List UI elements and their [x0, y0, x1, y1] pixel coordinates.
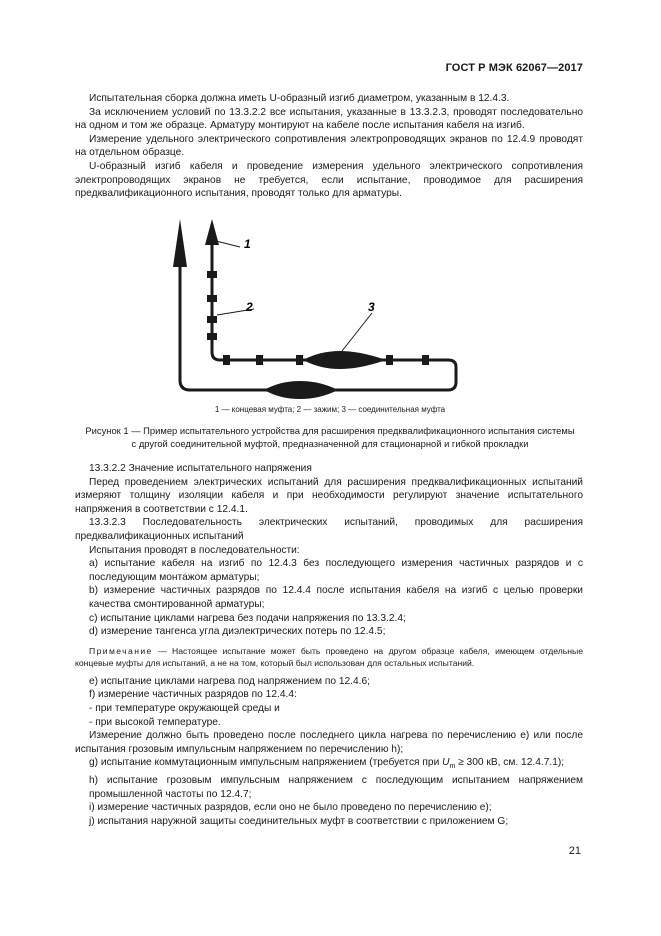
- intro-block: [75, 92, 583, 201]
- list-item: j) испытания наружной защиты соединительных муфт в соответствии с приложением G;: [89, 815, 509, 827]
- clamp: [207, 333, 217, 340]
- termination-left: [173, 219, 187, 267]
- page-number: 21: [568, 845, 581, 857]
- list-item: h) испытание грозовым импульсным напряжением с последующим испытанием напряжением промышленной частоты по 12.4.7;: [89, 774, 583, 800]
- test-setup-figure: [160, 215, 470, 400]
- figure-label-3: 3: [368, 300, 375, 314]
- clamp: [296, 355, 303, 365]
- paragraph: U-образный изгиб кабеля и проведение измерения удельного электрического сопротивления электропроводящих экранов не требуется, если испытание, проводимое для расширения предквалификационного испытания, проводят только для арматуры.: [75, 160, 583, 200]
- standard-header: ГОСТ Р МЭК 62067—2017: [445, 62, 583, 74]
- sub-list-item: - при высокой температуре.: [89, 716, 221, 728]
- clamp: [223, 355, 230, 365]
- list-item: d) измерение тангенса угла диэлектрических потерь по 12.4.5;: [89, 626, 386, 638]
- clamp: [386, 355, 393, 365]
- list-item: f) измерение частичных разрядов по 12.4.4:: [89, 689, 297, 701]
- paragraph: Измерение должно быть проведено после последнего цикла нагрева по перечислению e) или после испытания грозовым импульсным напряжением по перечислению h);: [75, 730, 583, 755]
- note-text: — Настоящее испытание может быть проведено на другом образце кабеля, имеющем отдельные концевые муфты для испытаний, а не на том, который был использован для остальных испытаний.: [75, 645, 583, 668]
- caption-line: с другой соединительной муфтой, предназначенной для стационарной и гибкой прокладки: [131, 438, 529, 449]
- figure-label-1: 1: [244, 237, 251, 251]
- joint-lower: [264, 381, 338, 399]
- paragraph: Перед проведением электрических испытаний для расширения предквалификационных испытаний измеряют толщину изоляции кабеля и при необходимости регулируют значение испытательного напряжения в соответствии с 12.4.1.: [75, 476, 583, 515]
- list-item: e) испытание циклами нагрева под напряжением по 12.4.6;: [89, 675, 370, 687]
- clamp: [207, 316, 217, 323]
- list-item: b) измерение частичных разрядов по 12.4.4 после испытания кабеля на изгиб с целью проверки качества смонтированной арматуры;: [89, 585, 583, 610]
- list-item-g: g) испытание коммутационным импульсным напряжением (требуется при $U_m \ge 300$ кВ, см. 12.4.7.1);: [89, 757, 565, 771]
- clamp: [422, 355, 429, 365]
- section-heading: 13.3.2.3 Последовательность электрических испытаний, проводимых для расширения предквалификационных испытаний: [75, 517, 583, 542]
- clamp: [207, 271, 217, 278]
- figure-caption: [60, 424, 600, 450]
- paragraph: Измерение удельного электрического сопротивления электропроводящих экранов по 12.4.9 проводят на отдельном образце.: [75, 133, 583, 159]
- paragraph: Испытания проводят в последовательности:: [89, 544, 300, 556]
- clamp: [256, 355, 263, 365]
- list-item: c) испытание циклами нагрева без подачи напряжения по 13.3.2.4;: [89, 612, 406, 624]
- u-bend-cable: [180, 265, 456, 390]
- note: [75, 645, 583, 669]
- caption-line: Рисунок 1 — Пример испытательного устройства для расширения предквалификационного испытания системы: [85, 425, 575, 436]
- paragraph: За исключением условий по 13.3.2.2 все испытания, указанные в 13.3.2.3, проводят последовательно на одном и том же образце. Арматуру монтируют на кабеле после испытания кабеля на изгиб.: [75, 106, 583, 132]
- clamp: [207, 295, 217, 302]
- figure-label-2: 2: [246, 300, 253, 314]
- figure-legend: 1 — концевая муфта; 2 — зажим; 3 — соединительная муфта: [214, 405, 446, 414]
- list-item: a) испытание кабеля на изгиб по 12.4.3 без последующего измерения частичных разрядов и с последующим монтажом арматуры;: [89, 558, 583, 583]
- section-block: [75, 462, 583, 828]
- joint-upper: [303, 351, 386, 369]
- note-label: Примечание: [89, 645, 153, 656]
- sub-list-item: - при температуре окружающей среды и: [89, 702, 280, 714]
- list-item: i) измерение частичных разрядов, если оно не было проведено по перечислению e);: [89, 802, 492, 814]
- section-heading: 13.3.2.2 Значение испытательного напряжения: [89, 463, 312, 474]
- paragraph: Испытательная сборка должна иметь U-образный изгиб диаметром, указанным в 12.4.3.: [89, 93, 510, 104]
